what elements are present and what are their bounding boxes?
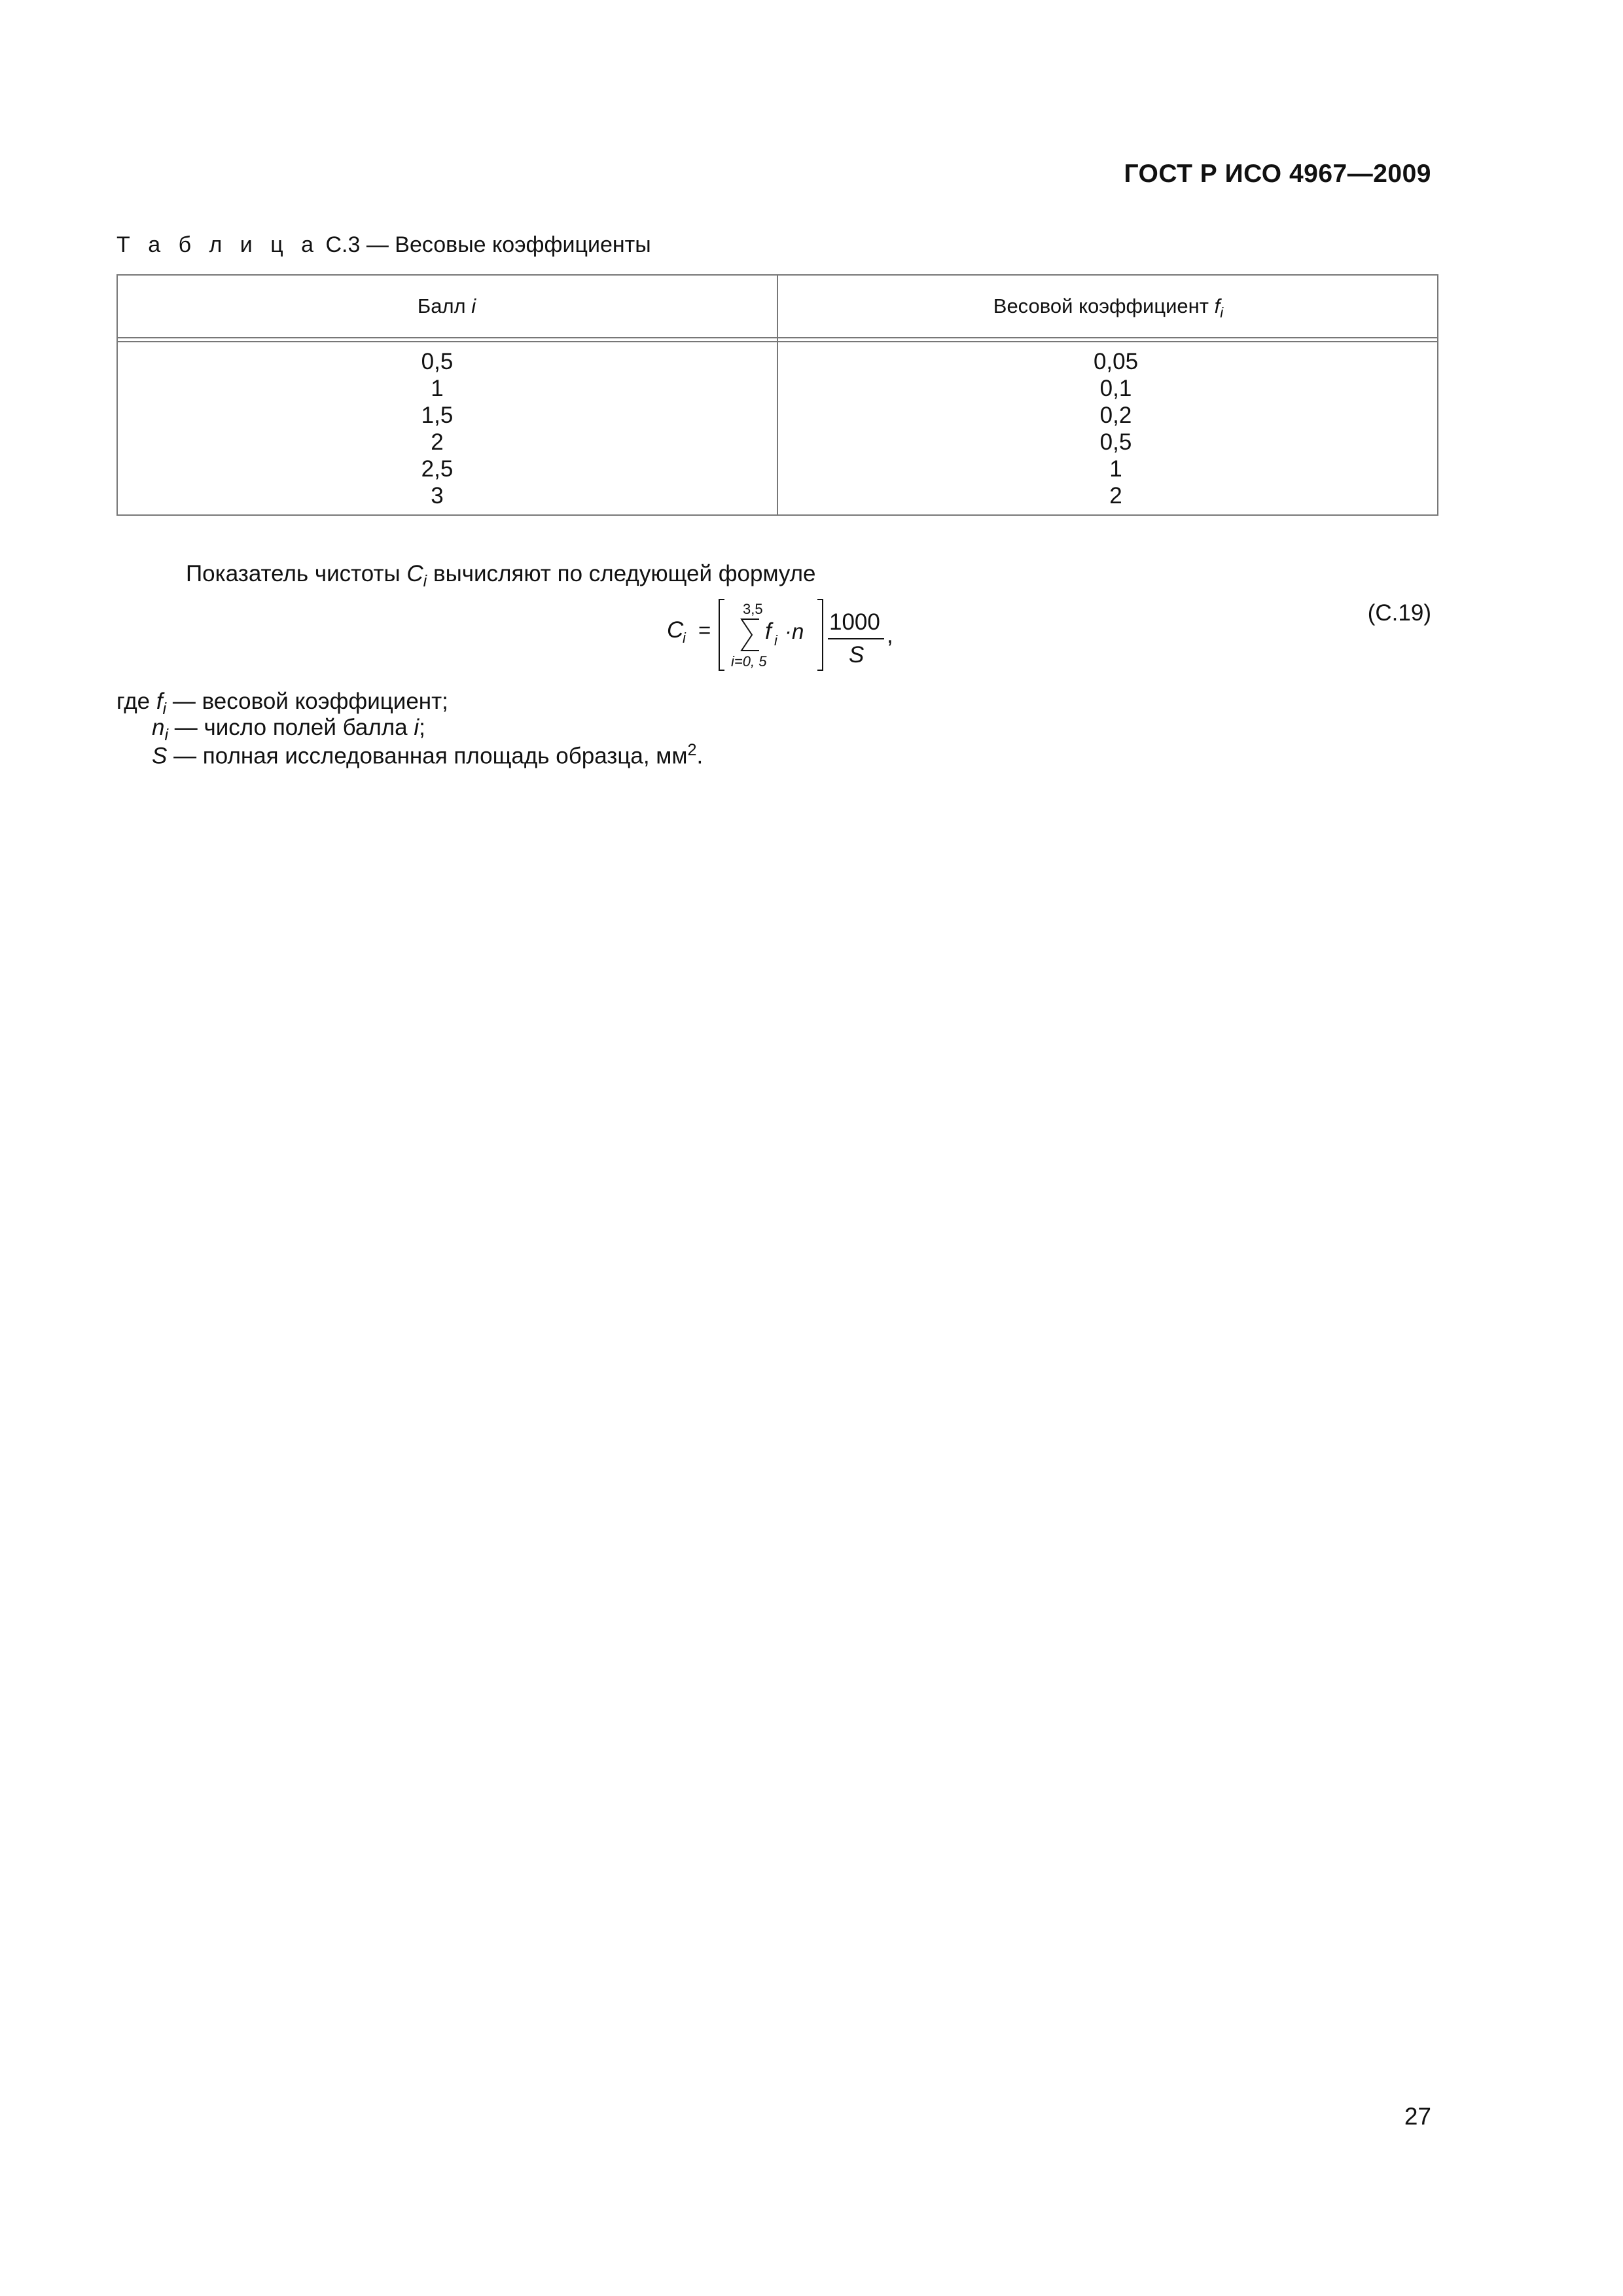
table-caption (116, 232, 651, 258)
legend-end-s: . (696, 743, 704, 769)
table-cell-ball: 2 (431, 429, 444, 455)
legend-var-s: S (152, 743, 168, 769)
formula-intro-text (186, 561, 816, 591)
table-cell-coefficient: 0,2 (1099, 403, 1132, 428)
table-cell-ball: 3 (431, 483, 444, 509)
term-f-sub: i (774, 632, 777, 649)
legend-text-n: — число полей балла (168, 715, 414, 740)
formula-equals: = (698, 618, 711, 642)
legend-unit-sup: 2 (687, 741, 697, 759)
left-bracket (719, 600, 724, 670)
page-number: 27 (1404, 2103, 1431, 2130)
formula-lhs: C (667, 617, 684, 643)
legend-text-f: — весовой коэффициент; (166, 689, 448, 714)
table-cell-coefficient: 0,05 (1093, 349, 1139, 374)
table-header-divider (116, 337, 1438, 338)
intro-text-after: вычисляют по следующей формуле (427, 561, 816, 586)
table-cell-coefficient: 0,1 (1099, 376, 1132, 401)
intro-text-before: Показатель чистоты (186, 561, 407, 586)
column-header-coefficient-var: f (1214, 295, 1221, 317)
formula-c19 (658, 597, 906, 675)
legend-var-i: i (414, 715, 419, 740)
legend-var-n: n (152, 715, 165, 740)
formula-lhs-sub: i (683, 630, 686, 646)
column-header-ball-label: Балл (417, 295, 466, 317)
column-header-coefficient-label: Весовой коэффициент (993, 295, 1209, 317)
table-cell-ball: 2,5 (421, 456, 454, 482)
term-f: f (765, 619, 772, 644)
table-cell-coefficient: 0,5 (1099, 429, 1132, 455)
intro-var: C (406, 561, 423, 586)
right-bracket (817, 600, 823, 670)
legend-var-f-sub: i (162, 700, 167, 718)
table-cell-ball: 1 (431, 376, 444, 401)
table-cell-coefficient: 2 (1109, 483, 1122, 509)
intro-var-sub: i (423, 572, 427, 590)
equation-number: (С.19) (1367, 600, 1431, 626)
fraction-numerator: 1000 (829, 609, 880, 635)
term-n: ·n (785, 619, 804, 643)
table-cell-coefficient: 1 (1109, 456, 1122, 482)
sum-upper-limit: 3,5 (743, 601, 763, 617)
column-header-coefficient-sub: i (1220, 304, 1224, 321)
column-header-coefficient (778, 295, 1438, 321)
table-cell-ball: 0,5 (421, 349, 454, 374)
column-header-ball (116, 295, 777, 318)
table-caption-title: С.3 — Весовые коэффициенты (325, 232, 651, 257)
legend-var-n-sub: i (164, 726, 169, 744)
sum-sign (741, 619, 759, 651)
column-header-ball-var: i (471, 295, 476, 317)
fraction-denominator: S (849, 642, 865, 668)
document-id: ГОСТ Р ИСО 4967—2009 (1124, 160, 1431, 188)
legend-var-f: f (156, 689, 163, 714)
legend-prefix: где (116, 689, 156, 714)
column-ball-values (339, 348, 535, 509)
column-coefficient-values (1018, 348, 1214, 509)
sum-lower-limit: i=0, 5 (731, 653, 767, 670)
table-caption-word: Т а б л и ц а (116, 232, 320, 257)
legend-text-s: — полная исследованная площадь образца, мм (167, 743, 688, 769)
table-cell-ball: 1,5 (421, 403, 454, 428)
legend-end-n: ; (419, 715, 425, 740)
legend-line-s (152, 741, 703, 770)
formula-comma: , (887, 622, 893, 648)
table-header-divider-double (116, 341, 1438, 342)
